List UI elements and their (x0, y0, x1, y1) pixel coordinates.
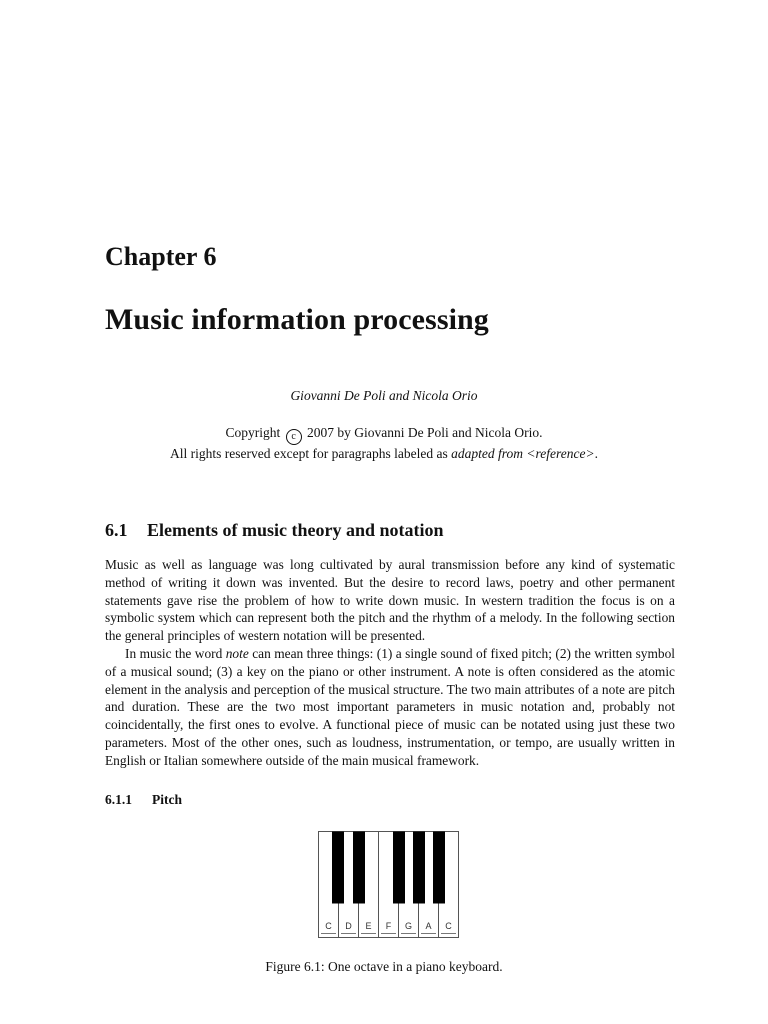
paragraph-text: In music the word (125, 645, 223, 661)
copyright-notice (0, 424, 768, 462)
copyright-text: 2007 by Giovanni De Poli and Nicola Orio. (307, 425, 543, 440)
black-key (433, 832, 445, 904)
key-label: F (385, 921, 392, 931)
key-label: E (365, 921, 372, 931)
figure-caption: Figure 6.1: One octave in a piano keyboard. (265, 959, 503, 974)
black-key (413, 832, 425, 904)
section-body (105, 556, 675, 770)
key-label: C (445, 921, 452, 931)
paragraph-italic: note (225, 645, 249, 661)
copyright-line (0, 424, 768, 445)
key-label: G (404, 921, 413, 931)
chapter-label: Chapter 6 (105, 242, 217, 271)
paragraph-text: can mean three things: (1) a single sound of fixed pitch; (2) the written symbol of a musical sound; (3) a key on the piano or other instrument. A note is often considered as the atomic element in the analysis and perception of the musical structure. The two main attributes of a note are pitch and duration. These are the two most important parameters in music notation and, probably not coincidentally, the first ones to evolve. A functional piece of music can be notated using just these two parameters. Most of the other ones, such as loudness, instrumentation, or tempo, are usually written in English or Italian somewhere outside of the main musical framework. (105, 645, 676, 768)
key-label: C (325, 921, 332, 931)
copyright-prefix: Copyright (225, 425, 281, 440)
copyright-symbol-icon: c (286, 429, 302, 445)
rights-italic: adapted from <reference> (451, 446, 595, 461)
paragraph: Music as well as language was long cultivated by aural transmission before any kind of systematic method of writing it down was invented. But the desire to record laws, poetry and other permanent statements gave rise the problem of how to write down music. In western tradition the focus is on a symbolic system which can represent both the pitch and the rhythm of a melody. In the following section the general principles of western notation will be presented. (105, 557, 675, 644)
key-label: D (345, 921, 352, 931)
section-heading (105, 520, 444, 541)
rights-prefix: All rights reserved except for paragraphs labeled as (170, 446, 448, 461)
authors-line: Giovanni De Poli and Nicola Orio (290, 388, 478, 403)
paragraph (105, 645, 675, 770)
black-key (353, 832, 365, 904)
black-key (393, 832, 405, 904)
section-title: Elements of music theory and notation (147, 520, 444, 540)
subsection-heading (105, 792, 182, 808)
subsection-number: 6.1.1 (105, 792, 132, 807)
chapter-title: Music information processing (105, 303, 489, 336)
rights-suffix: . (594, 446, 598, 461)
section-number: 6.1 (105, 520, 128, 540)
black-key (332, 832, 344, 904)
key-label: A (425, 921, 432, 931)
rights-line (0, 445, 768, 462)
subsection-title: Pitch (152, 792, 182, 807)
piano-keyboard-figure (318, 831, 460, 939)
